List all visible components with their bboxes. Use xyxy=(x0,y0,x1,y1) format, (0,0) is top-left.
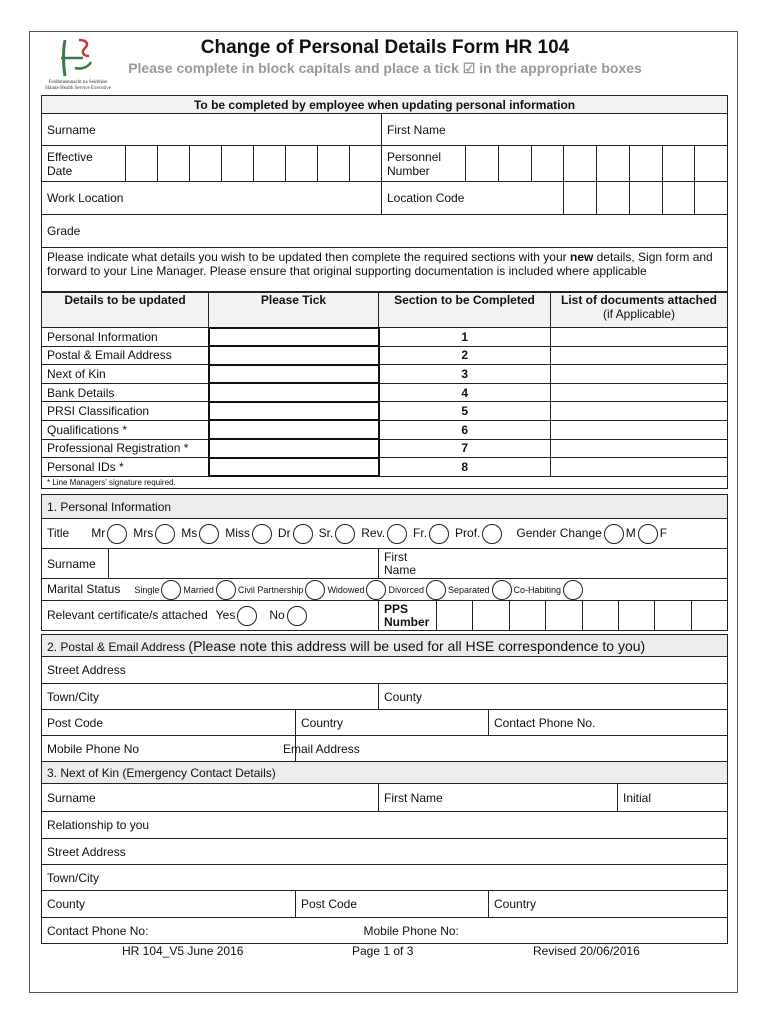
section-number: 2 xyxy=(379,346,551,365)
footer-version: HR 104_V5 June 2016 xyxy=(122,944,244,958)
tick-box[interactable] xyxy=(209,365,379,384)
s2-mobile-field[interactable]: Mobile Phone No xyxy=(42,736,296,762)
s1-surname-input[interactable] xyxy=(109,549,379,579)
documents-col-header: List of documents attached (if Applicable) xyxy=(551,293,728,328)
section-number: 4 xyxy=(379,383,551,402)
location-code-box[interactable] xyxy=(695,182,728,215)
gender-m-radio[interactable] xyxy=(604,524,624,544)
tick-box[interactable] xyxy=(209,346,379,365)
instructions: Please indicate what details you wish to be updated then complete the required sections with your new details, Sign form and forward to your Line Manager. Please ensure that original supporting documentation is included where applicable xyxy=(42,248,728,292)
title-radio[interactable] xyxy=(387,524,407,544)
documents-cell[interactable] xyxy=(551,402,728,421)
tick-col-header: Please Tick xyxy=(209,293,379,328)
section-number: 7 xyxy=(379,439,551,458)
title-option-label: Miss xyxy=(225,525,250,540)
details-row xyxy=(42,346,728,365)
s3-country-field[interactable]: Country xyxy=(489,891,728,918)
s3-post-code-field[interactable]: Post Code xyxy=(296,891,489,918)
pps-box[interactable] xyxy=(655,601,691,631)
title-option-label: Mrs xyxy=(133,525,154,540)
s3-relationship-field[interactable]: Relationship to you xyxy=(42,812,728,839)
marital-radio[interactable] xyxy=(426,580,446,600)
title-radio[interactable] xyxy=(293,524,313,544)
s1-surname-label: Surname xyxy=(42,549,109,579)
location-code-box[interactable] xyxy=(629,182,662,215)
title-option-label: Prof. xyxy=(455,525,481,540)
yes-radio[interactable] xyxy=(237,606,257,626)
documents-cell[interactable] xyxy=(551,346,728,365)
section3-table xyxy=(41,761,728,944)
pps-box[interactable] xyxy=(546,601,582,631)
s3-initial-field[interactable]: Initial xyxy=(618,784,728,812)
date-box[interactable] xyxy=(190,146,222,182)
marital-radio[interactable] xyxy=(563,580,583,600)
form-subtitle: Please complete in block capitals and place a tick ☑ in the appropriate boxes xyxy=(128,60,642,76)
details-row-label: PRSI Classification xyxy=(42,402,209,421)
title-option-label: Mr xyxy=(91,525,106,540)
marital-option-label: Married xyxy=(183,584,214,595)
location-code-box[interactable] xyxy=(662,182,695,215)
no-radio[interactable] xyxy=(287,606,307,626)
title-radio[interactable] xyxy=(482,524,502,544)
section3-heading: 3. Next of Kin (Emergency Contact Details) xyxy=(42,762,728,784)
employee-heading: To be completed by employee when updating personal information xyxy=(42,96,728,114)
s3-town-field[interactable]: Town/City xyxy=(42,865,728,891)
pps-box[interactable] xyxy=(618,601,654,631)
marital-radio[interactable] xyxy=(305,580,325,600)
title-option-label: Dr xyxy=(277,525,291,540)
s3-street-field[interactable]: Street Address xyxy=(42,839,728,865)
marital-radio[interactable] xyxy=(161,580,181,600)
title-radio[interactable] xyxy=(335,524,355,544)
footer-revised: Revised 20/06/2016 xyxy=(533,944,640,958)
tick-box[interactable] xyxy=(209,439,379,458)
details-row xyxy=(42,365,728,384)
details-row xyxy=(42,439,728,458)
title-radio[interactable] xyxy=(199,524,219,544)
section-number: 6 xyxy=(379,420,551,439)
pps-label: PPS Number xyxy=(379,601,437,631)
section2-heading: 2. Postal & Email Address (Please note this address will be used for all HSE correspondence to you) xyxy=(42,635,728,657)
tick-box[interactable] xyxy=(209,402,379,421)
form-title: Change of Personal Details Form HR 104 xyxy=(200,37,570,58)
documents-cell[interactable] xyxy=(551,420,728,439)
pps-box[interactable] xyxy=(473,601,509,631)
marital-radio[interactable] xyxy=(366,580,386,600)
title-option-label: Fr. xyxy=(413,525,428,540)
no-label: No xyxy=(269,607,285,622)
pps-box[interactable] xyxy=(691,601,728,631)
marital-option-label: Single xyxy=(134,584,160,595)
details-row xyxy=(42,458,728,477)
s2-town-field[interactable]: Town/City xyxy=(42,684,379,710)
title-row xyxy=(42,519,728,549)
details-row-label: Professional Registration * xyxy=(42,439,209,458)
marital-radio[interactable] xyxy=(492,580,512,600)
marital-option-label: Co-Habiting xyxy=(513,584,562,595)
pps-box[interactable] xyxy=(437,601,473,631)
s2-contact-phone-field[interactable]: Contact Phone No. xyxy=(489,710,728,736)
details-row xyxy=(42,328,728,347)
s3-phone-row[interactable] xyxy=(42,918,728,944)
section-number: 3 xyxy=(379,365,551,384)
s3-first-name-field[interactable]: First Name xyxy=(379,784,618,812)
s2-post-code-field[interactable]: Post Code xyxy=(42,710,296,736)
first-name-label: First Name xyxy=(387,122,446,137)
details-row xyxy=(42,420,728,439)
date-box[interactable] xyxy=(350,146,382,182)
surname-field[interactable] xyxy=(42,114,382,146)
marital-radio[interactable] xyxy=(216,580,236,600)
employee-table xyxy=(41,95,728,292)
details-row xyxy=(42,402,728,421)
section-number: 5 xyxy=(379,402,551,421)
tick-box[interactable] xyxy=(209,383,379,402)
first-name-field[interactable] xyxy=(382,114,728,146)
personnel-number-label: Personnel Number xyxy=(382,146,466,182)
marital-option-label: Separated xyxy=(447,584,490,595)
gender-change-label: Gender Change xyxy=(516,525,602,540)
personnel-box[interactable] xyxy=(466,146,499,182)
documents-cell[interactable] xyxy=(551,439,728,458)
pps-box[interactable] xyxy=(582,601,618,631)
details-table xyxy=(41,292,728,489)
date-box[interactable] xyxy=(222,146,254,182)
footer-page: Page 1 of 3 xyxy=(352,944,414,958)
details-row-label: Next of Kin xyxy=(42,365,209,384)
certificate-row xyxy=(42,601,379,631)
details-col-header: Details to be updated xyxy=(42,293,209,328)
details-row-label: Bank Details xyxy=(42,383,209,402)
section-col-header: Section to be Completed xyxy=(379,293,551,328)
title-radio[interactable] xyxy=(155,524,175,544)
gender-f-radio[interactable] xyxy=(638,524,658,544)
personnel-box[interactable] xyxy=(629,146,662,182)
title-option-label: Ms xyxy=(181,525,198,540)
s3-contact-phone-label: Contact Phone No: xyxy=(47,923,149,938)
gender-f-label: F xyxy=(659,525,668,540)
marital-status-row xyxy=(42,579,728,601)
title-radio[interactable] xyxy=(429,524,449,544)
surname-label: Surname xyxy=(47,122,96,137)
s1-first-name-field[interactable]: First Name xyxy=(379,549,728,579)
personnel-box[interactable] xyxy=(498,146,531,182)
details-row-label: Personal IDs * xyxy=(42,458,209,477)
title-radio[interactable] xyxy=(252,524,272,544)
date-box[interactable] xyxy=(158,146,190,182)
documents-cell[interactable] xyxy=(551,383,728,402)
date-box[interactable] xyxy=(126,146,158,182)
tick-box[interactable] xyxy=(209,328,379,347)
section1-table xyxy=(41,494,728,631)
location-code-label: Location Code xyxy=(382,182,564,215)
documents-cell[interactable] xyxy=(551,458,728,477)
date-box[interactable] xyxy=(254,146,286,182)
personnel-box[interactable] xyxy=(564,146,597,182)
tick-box[interactable] xyxy=(209,458,379,477)
marital-option-label: Civil Partnership xyxy=(237,584,304,595)
s3-surname-field[interactable]: Surname xyxy=(42,784,379,812)
certificate-label: Relevant certificate/s attached xyxy=(47,607,208,622)
s2-county-field[interactable]: County xyxy=(379,684,728,710)
grade-label: Grade xyxy=(47,224,81,238)
marital-status-label: Marital Status xyxy=(47,581,121,596)
details-row-label: Qualifications * xyxy=(42,420,209,439)
work-location-label: Work Location xyxy=(47,191,124,205)
gender-m-label: M xyxy=(625,525,636,540)
marital-option-label: Widowed xyxy=(327,584,365,595)
logo-caption: Feidhmeannacht na Seirbhíse Sláinte Health Service Executive xyxy=(45,80,111,91)
location-code-box[interactable] xyxy=(597,182,630,215)
pps-box[interactable] xyxy=(509,601,545,631)
details-row-label: Personal Information xyxy=(42,328,209,347)
s3-county-field[interactable]: County xyxy=(42,891,296,918)
section-number: 8 xyxy=(379,458,551,477)
s2-email-field[interactable]: Email Address xyxy=(296,736,728,762)
title-radio[interactable] xyxy=(107,524,127,544)
yes-label: Yes xyxy=(215,607,236,622)
s2-street-field[interactable]: Street Address xyxy=(42,657,728,684)
details-row xyxy=(42,383,728,402)
documents-cell[interactable] xyxy=(551,328,728,347)
s3-mobile-label: Mobile Phone No: xyxy=(363,923,459,938)
date-box[interactable] xyxy=(318,146,350,182)
effective-date-label: Effective Date xyxy=(42,146,126,182)
marital-option-label: Divorced xyxy=(388,584,424,595)
title-option-label: Rev. xyxy=(361,525,386,540)
documents-cell[interactable] xyxy=(551,365,728,384)
personnel-box[interactable] xyxy=(531,146,564,182)
title-option-label: Sr. xyxy=(318,525,334,540)
s2-country-field[interactable]: Country xyxy=(296,710,489,736)
work-location-field[interactable] xyxy=(42,182,382,215)
section2-table xyxy=(41,634,728,762)
date-box[interactable] xyxy=(286,146,318,182)
grade-field[interactable] xyxy=(42,215,728,248)
section1-heading: 1. Personal Information xyxy=(42,495,728,519)
personnel-box[interactable] xyxy=(695,146,728,182)
personnel-box[interactable] xyxy=(597,146,630,182)
title-label: Title xyxy=(47,525,70,540)
tick-box[interactable] xyxy=(209,420,379,439)
personnel-box[interactable] xyxy=(662,146,695,182)
footnote: * Line Managers' signature required. xyxy=(42,476,728,488)
location-code-box[interactable] xyxy=(564,182,597,215)
section-number: 1 xyxy=(379,328,551,347)
details-row-label: Postal & Email Address xyxy=(42,346,209,365)
